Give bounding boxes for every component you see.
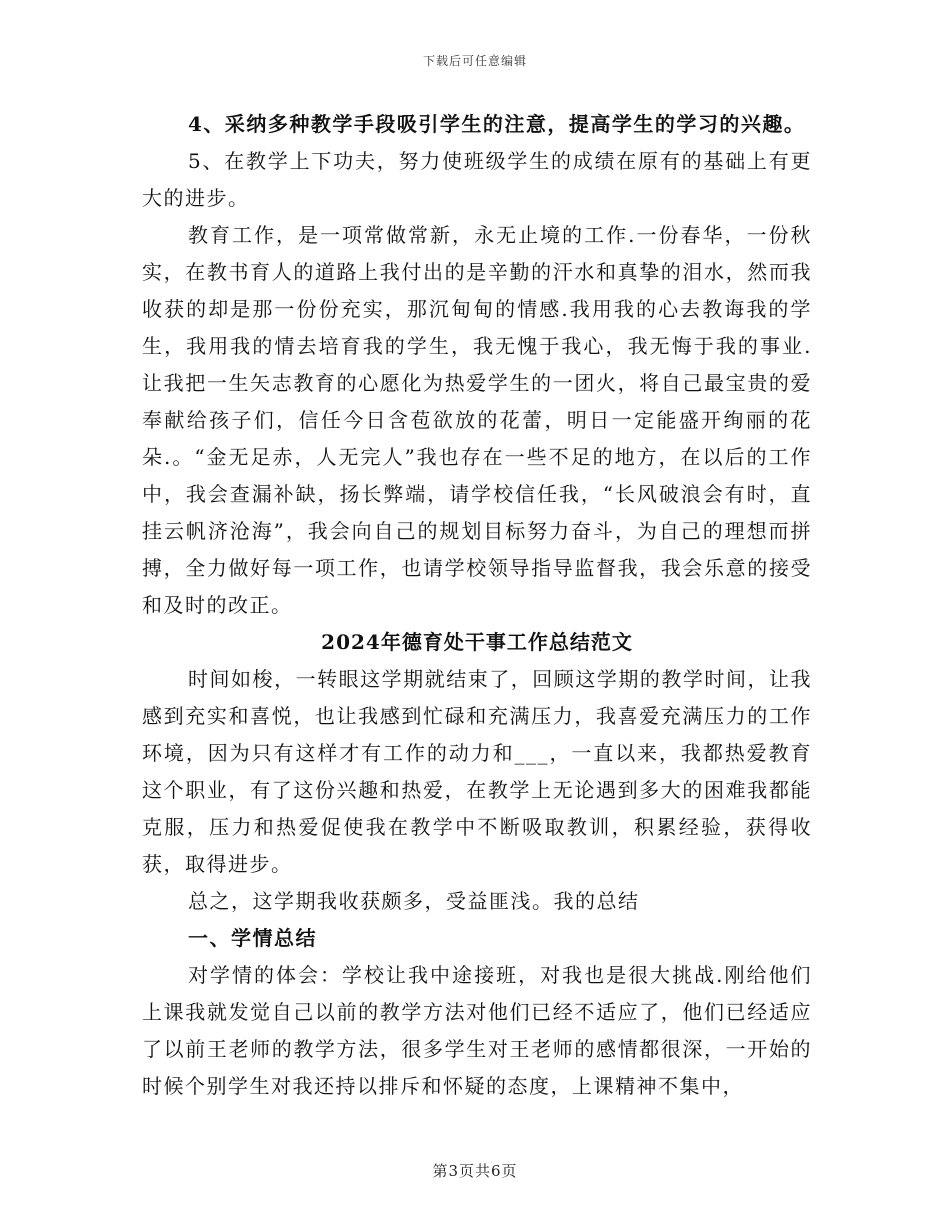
list-item-4: 4、采纳多种教学手段吸引学生的注意，提高学生的学习的兴趣。 xyxy=(188,112,806,136)
paragraph-semester-review: 时间如梭，一转眼这学期就结束了，回顾这学期的教学时间，让我感到充实和喜悦，也让我感到忙碌和充满压力，我喜爱充满压力的工作环境，因为只有这样才有工作的动力和___，一直以来，我都热爱教育这个职业，有了这份兴趣和热爱，在教学上无论遇到多大的困难我都能克服，压力和热爱促使我在教学中不断吸取教训，积累经验，获得收获，取得进步。 xyxy=(142,667,812,876)
paragraph-student-situation: 对学情的体会：学校让我中途接班，对我也是很大挑战.刚给他们上课我就发觉自己以前的教学方法对他们已经不适应了，他们已经适应了以前王老师的教学方法，很多学生对王老师的感情都很深，一开始的时候个别学生对我还持以排斥和怀疑的态度，上课精神不集中， xyxy=(142,963,812,1098)
page-number: 第3页共6页 xyxy=(432,1162,518,1180)
list-item-5: 5、在教学上下功夫，努力使班级学生的成绩在原有的基础上有更大的进步。 xyxy=(142,149,812,210)
paragraph-summary: 总之，这学期我收获颇多，受益匪浅。我的总结 xyxy=(188,889,640,913)
page-header-note: 下载后可任意编辑 xyxy=(422,54,527,68)
heading-student-situation: 一、学情总结 xyxy=(188,926,317,950)
document-body xyxy=(142,106,812,1105)
section-title: 2024年德育处干事工作总结范文 xyxy=(321,630,633,654)
paragraph-education-work: 教育工作，是一项常做常新，永无止境的工作.一份春华，一份秋实，在教书育人的道路上我付出的是辛勤的汗水和真挚的泪水，然而我收获的却是那一份份充实，那沉甸甸的情感.我用我的心去教诲我的学生，我用我的情去培育我的学生，我无愧于我心，我无悔于我的事业.让我把一生矢志教育的心愿化为热爱学生的一团火，将自己最宝贵的爱奉献给孩子们，信任今日含苞欲放的花蕾，明日一定能盛开绚丽的花朵.。“金无足赤，人无完人”我也存在一些不足的地方，在以后的工作中，我会查漏补缺，扬长弊端，请学校信任我，“长风破浪会有时，直挂云帆济沧海”，我会向自己的规划目标努力奋斗，为自己的理想而拼搏，全力做好每一项工作，也请学校领导指导监督我，我会乐意的接受和及时的改正。 xyxy=(142,223,812,617)
